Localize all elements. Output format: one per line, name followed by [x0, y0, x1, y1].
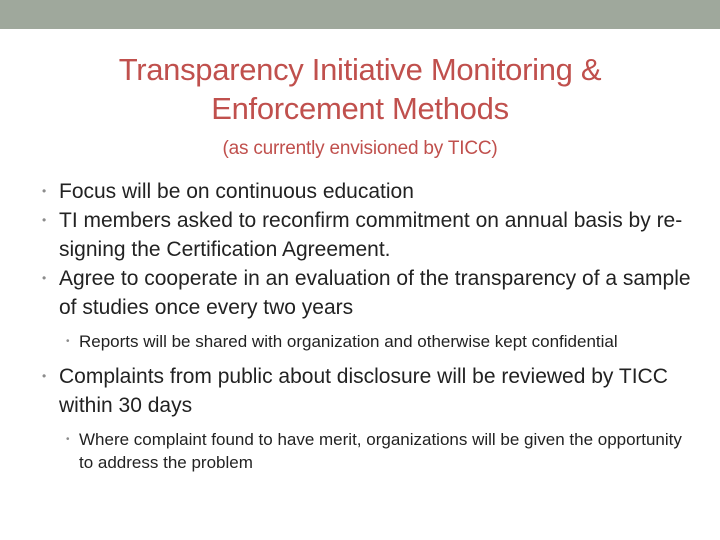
- title-line-2: Enforcement Methods: [211, 91, 509, 126]
- bullet-item: [38, 206, 698, 264]
- slide-title: [60, 50, 660, 128]
- sub-bullet-item: [38, 330, 698, 353]
- sub-bullet-item: [38, 428, 698, 474]
- bullet-list: [38, 177, 698, 474]
- bullet-text: Focus will be on continuous education: [59, 180, 414, 203]
- bullet-dot-icon: •: [42, 369, 47, 383]
- sub-bullet-text: Where complaint found to have merit, organizations will be given the opportunity to address the problem: [79, 430, 682, 472]
- top-band: [0, 0, 720, 29]
- title-line-1: Transparency Initiative Monitoring &: [118, 52, 602, 87]
- slide-subtitle: (as currently envisioned by TICC): [222, 138, 498, 159]
- bullet-item: [38, 177, 698, 206]
- bullet-text: Complaints from public about disclosure will be reviewed by TICC within 30 days: [59, 365, 668, 417]
- bullet-item: [38, 362, 698, 420]
- bullet-text: Agree to cooperate in an evaluation of the transparency of a sample of studies once every two years: [59, 267, 691, 319]
- sub-bullet-dot-icon: •: [66, 434, 70, 445]
- bullet-dot-icon: •: [42, 271, 47, 285]
- bullet-text: TI members asked to reconfirm commitment on annual basis by re-signing the Certification Agreement.: [59, 209, 683, 261]
- bullet-item: [38, 264, 698, 322]
- sub-bullet-dot-icon: •: [66, 336, 70, 347]
- sub-bullet-text: Reports will be shared with organization and otherwise kept confidential: [79, 332, 618, 351]
- bullet-dot-icon: •: [42, 213, 47, 227]
- bullet-dot-icon: •: [42, 184, 47, 198]
